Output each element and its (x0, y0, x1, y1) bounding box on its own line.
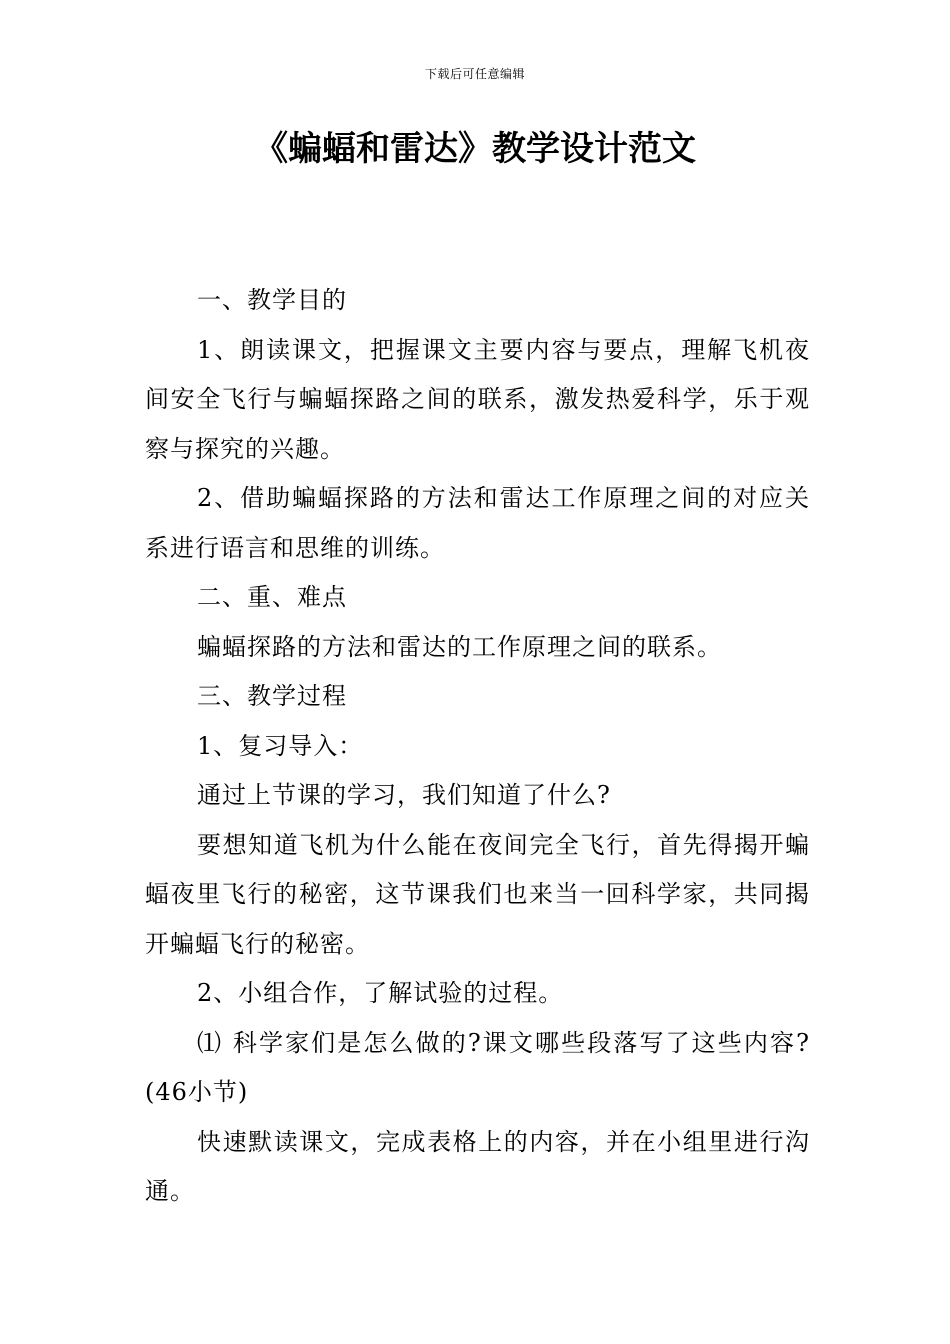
document-title: 《蝙蝠和雷达》教学设计范文 (254, 129, 696, 169)
section-heading-objectives: 一、教学目的 (197, 286, 347, 314)
process-step-1-heading: 1、复习导入： (197, 731, 364, 760)
process-step-2-heading: 2、小组合作，了解试验的过程。 (197, 979, 564, 1007)
process-step-2-question: ⑴ 科学家们是怎么做的?课文哪些段落写了这些内容?(46小节) (145, 1028, 810, 1106)
process-step-2-task: 快速默读课文，完成表格上的内容，并在小组里进行沟通。 (145, 1127, 810, 1205)
objective-item-1: 1、朗读课文，把握课文主要内容与要点，理解飞机夜间安全飞行与蝙蝠探路之间的联系，激发热爱科学，乐于观察与探究的兴趣。 (145, 335, 810, 463)
section-heading-process: 三、教学过程 (197, 682, 347, 710)
objective-item-2: 2、借助蝙蝠探路的方法和雷达工作原理之间的对应关系进行语言和思维的训练。 (145, 484, 810, 562)
section-heading-key-points: 二、重、难点 (197, 583, 347, 611)
process-step-1-text: 要想知道飞机为什么能在夜间完全飞行，首先得揭开蝙蝠夜里飞行的秘密，这节课我们也来当一回科学家，共同揭开蝙蝠飞行的秘密。 (145, 830, 810, 958)
process-step-1-question: 通过上节课的学习，我们知道了什么? (197, 781, 611, 809)
key-points-text: 蝙蝠探路的方法和雷达的工作原理之间的联系。 (197, 632, 722, 661)
document-body (145, 276, 810, 1217)
page-header: 下载后可任意编辑 (424, 67, 525, 81)
